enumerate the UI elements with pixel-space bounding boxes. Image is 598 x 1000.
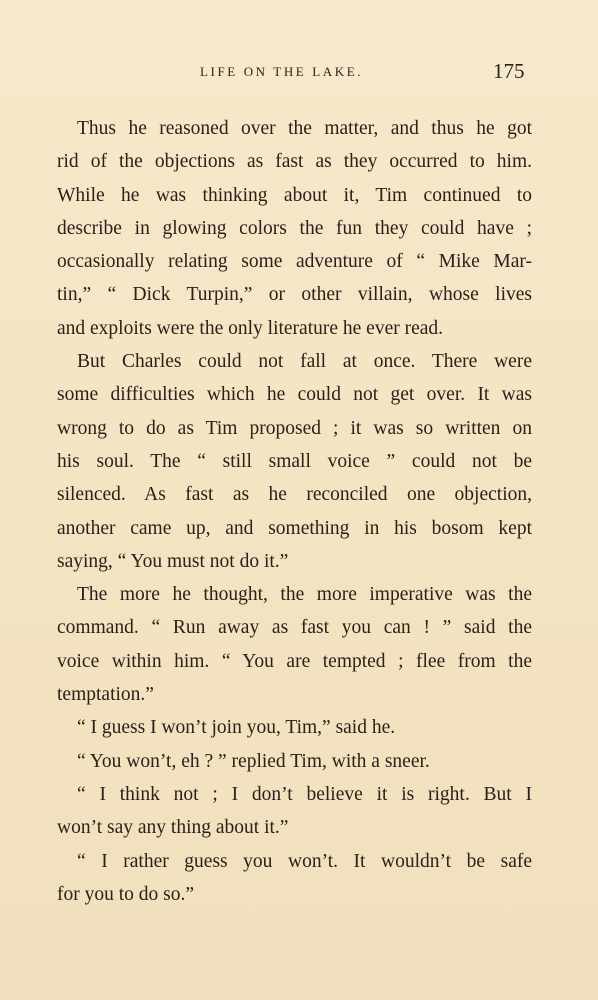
text-line: But Charles could not fall at once. There were — [77, 351, 532, 373]
text-line: The more he thought, the more imperative was the — [77, 584, 532, 606]
text-line: “ I think not ; I don’t believe it is right. But I — [77, 783, 532, 805]
text-line: occasionally relating some adventure of “ Mike Mar- — [57, 251, 532, 273]
text-line: describe in glowing colors the fun they could have ; — [57, 217, 532, 239]
text-line: voice within him. “ You are tempted ; flee from the — [57, 650, 532, 672]
text-line: wrong to do as Tim proposed ; it was so written on — [57, 417, 532, 439]
text-line: rid of the objections as fast as they occurred to him. — [57, 151, 532, 173]
text-line: “ I guess I won’t join you, Tim,” said he. — [77, 717, 396, 739]
text-line: temptation.” — [57, 684, 154, 706]
running-head: LIFE ON THE LAKE. — [200, 64, 364, 79]
text-line: command. “ Run away as fast you can ! ” said the — [57, 617, 532, 639]
text-line: tin,” “ Dick Turpin,” or other villain, whose lives — [57, 284, 532, 306]
text-line: won’t say any thing about it.” — [57, 817, 289, 839]
body-text — [57, 112, 532, 911]
text-line: another came up, and something in his bosom kept — [57, 517, 532, 539]
text-line: While he was thinking about it, Tim continued to — [57, 184, 532, 206]
text-line: silenced. As fast as he reconciled one objection, — [57, 484, 532, 506]
text-line: “ I rather guess you won’t. It wouldn’t be safe — [77, 850, 532, 872]
text-line: and exploits were the only literature he ever read. — [57, 317, 444, 339]
text-line: saying, “ You must not do it.” — [57, 550, 289, 572]
text-line: Thus he reasoned over the matter, and thus he got — [77, 118, 532, 139]
text-line: “ You won’t, eh ? ” replied Tim, with a sneer. — [77, 750, 430, 772]
page-number: 175 — [493, 59, 525, 83]
text-line: for you to do so.” — [57, 883, 195, 905]
page-header — [0, 59, 598, 86]
text-line: some difficulties which he could not get over. It was — [57, 384, 532, 406]
text-line: his soul. The “ still small voice ” could not be — [57, 450, 532, 472]
